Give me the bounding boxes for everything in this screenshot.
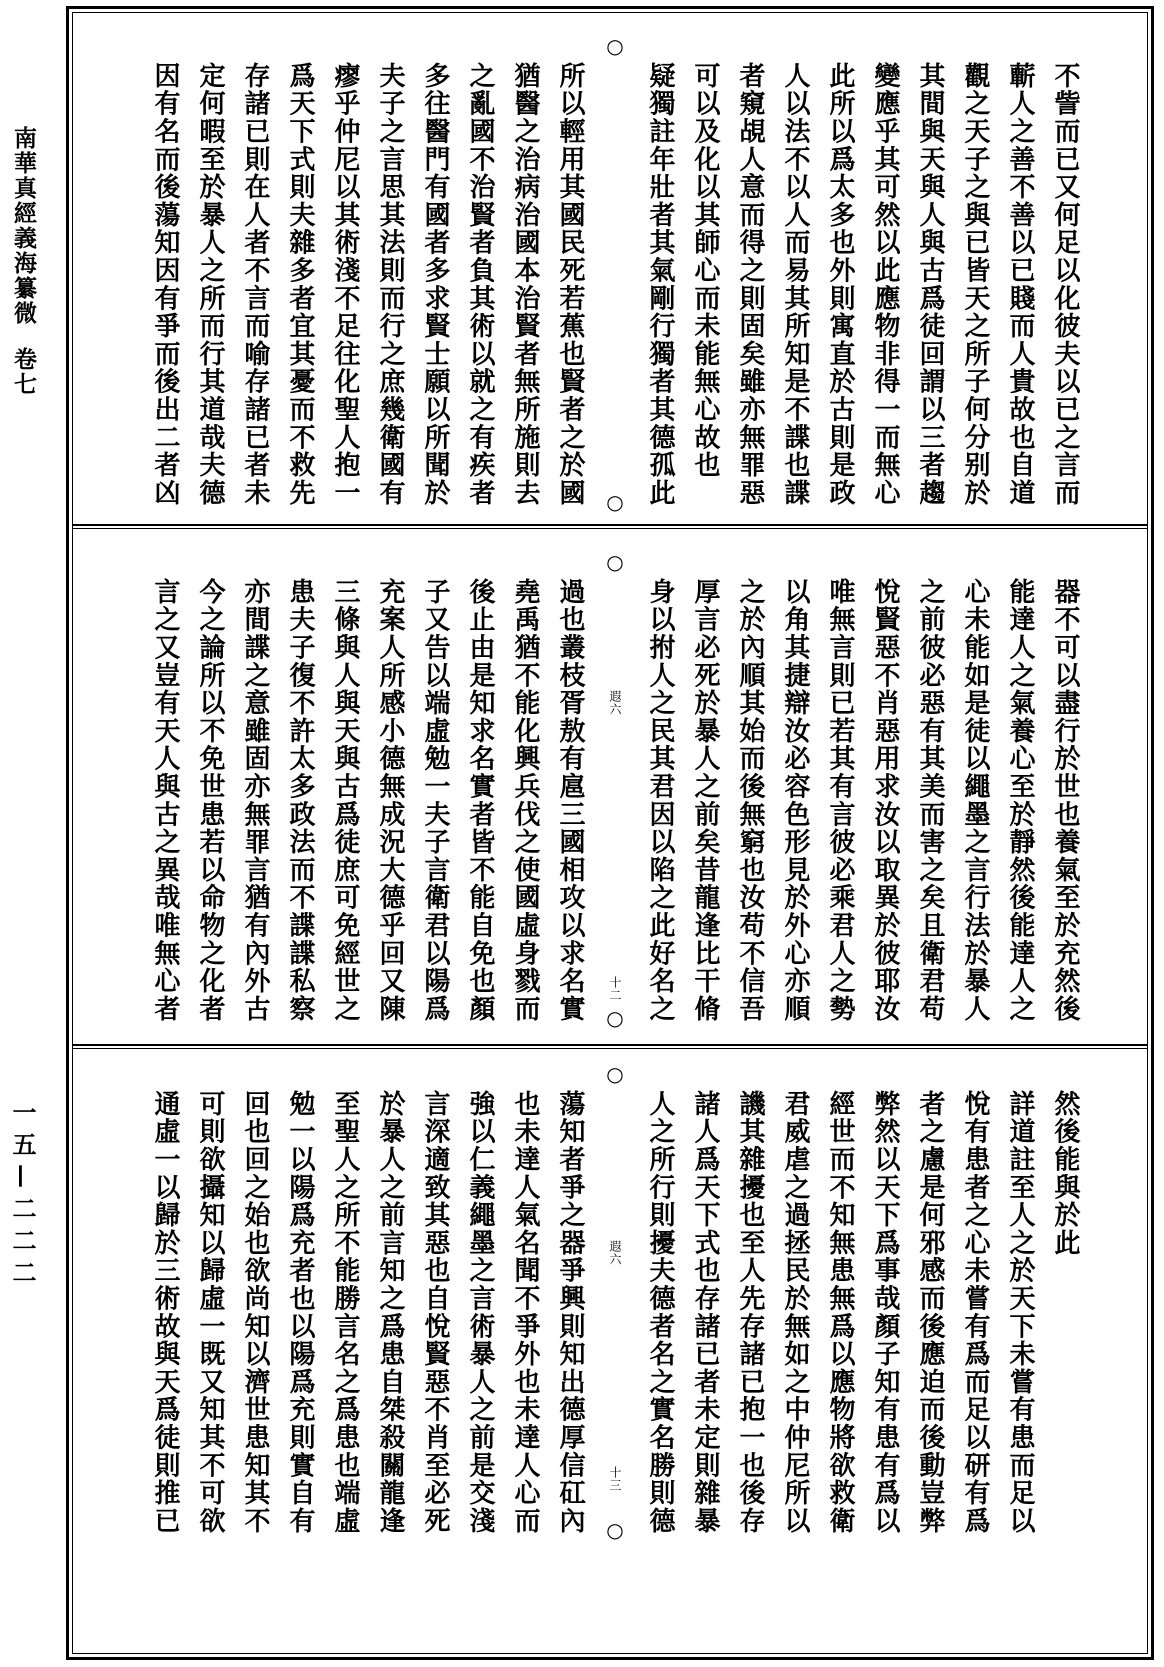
text-column: 者之慮是何邪感而後應迫而後動豈弊 [915,1090,945,1535]
text-column: 今之論所以不免世患若以命物之化者 [195,578,225,1023]
text-column: 然後能與於此 [1050,1090,1080,1257]
panel-divider [72,524,1148,529]
text-column: 爲天下式則夫雜多者宜其憂而不救先 [285,62,315,507]
book-title: 南華真經義海纂微 [10,126,37,326]
text-column: 詳道註至人之於天下未嘗有患而足以 [1005,1090,1035,1535]
text-column: 可以及化以其師心而未能無心故也 [690,62,720,479]
text-column: 後止由是知求名實者皆不能自免也顏 [465,578,495,1023]
text-column: 以角其捷辯汝必容色形見於外心亦順 [780,578,810,1023]
text-column: 人之所行則擾夫德者名之實名勝則德 [645,1090,675,1535]
text-column: 言之又豈有天人與古之異哉唯無心者 [150,578,180,1023]
text-column: 者窺覘人意而得之則固矣雖亦無罪惡 [735,62,765,507]
text-column: 之於內順其始而後無窮也汝苟不信吾 [735,578,765,1023]
text-column: 變應乎其可然以此應物非得一而無心 [870,62,900,507]
text-column: 觀之天子之與已皆天之所子何分别於 [960,62,990,507]
text-column: 唯無言則已若其有言彼必乘君人之勢 [825,578,855,1023]
text-column: 疑獨註年壯者其氣剛行獨者其德孤此 [645,62,675,507]
text-column: 能達人之氣養心至於靜然後能達人之 [1005,578,1035,1023]
text-column: 言深適致其惡也自悅賢惡不肖至必死 [420,1090,450,1535]
text-column: 悅賢惡不肖惡用求汝以取異於彼耶汝 [870,578,900,1023]
text-column: 此所以爲太多也外則寓直於古則是政 [825,62,855,507]
fold-collation-mark: 遐六 [608,690,622,716]
fold-circle-marker: ○ [606,1518,624,1542]
text-column: 譏其雜擾也至人先存諸已抱一也後存 [735,1090,765,1535]
fold-collation-mark: 遐六 [608,1240,622,1266]
fold-circle-marker: ○ [606,1062,624,1086]
text-column: 堯禹猶不能化興兵伐之使國虛身戮而 [510,578,540,1023]
text-panel-bottom [0,1062,1164,1542]
text-column: 經世而不知無患無爲以應物將欲救衛 [825,1090,855,1535]
text-column: 也未達人氣名聞不爭外也未達人心而 [510,1090,540,1535]
text-column: 三條與人與天與古爲徒庶可免經世之 [330,578,360,1023]
text-column: 人以法不以人而易其所知是不諜也諜 [780,62,810,507]
fold-circle-marker: ○ [606,550,624,574]
text-column: 存諸已則在人者不言而喻存諸已者未 [240,62,270,507]
text-column: 蘄人之善不善以已賤而人貴故也自道 [1005,62,1035,507]
text-column: 悅有患者之心未嘗有爲而足以研有爲 [960,1090,990,1535]
text-column: 猶醫之治病治國本治賢者無所施則去 [510,62,540,507]
page-number: 一五—二二二 [8,1100,37,1292]
text-column: 瘳乎仲尼以其術淺不足往化聖人抱一 [330,62,360,507]
text-column: 蕩知者爭之器爭興則知出德厚信矼內 [555,1090,585,1535]
text-column: 不訾而已又何足以化彼夫以已之言而 [1050,62,1080,507]
panel-divider [72,1044,1148,1049]
text-column: 因有名而後蕩知因有爭而後出二者凶 [150,62,180,507]
text-column: 君威虐之過拯民於無如之中仲尼所以 [780,1090,810,1535]
text-column: 過也叢枝胥敖有扈三國相攻以求名實 [555,578,585,1023]
volume-label: 卷七 [10,347,37,397]
text-column: 於暴人之前言知之爲患自桀殺關龍逢 [375,1090,405,1535]
text-column: 夫子之言思其法則而行之庶幾衛國有 [375,62,405,507]
text-column: 所以輕用其國民死若蕉也賢者之於國 [555,62,585,507]
text-column: 定何暇至於暴人之所而行其道哉夫德 [195,62,225,507]
text-column: 其間與天與人與古爲徒回謂以三者趨 [915,62,945,507]
text-panel-middle [0,550,1164,1030]
fold-circle-marker: ○ [606,490,624,514]
text-column: 回也回之始也欲尚知以濟世患知其不 [240,1090,270,1535]
text-column: 可則欲攝知以歸虛一既又知其不可欲 [195,1090,225,1535]
text-column: 心未能如是徒以繩墨之言行法於暴人 [960,578,990,1023]
text-column: 充案人所感小德無成況大德乎回又陳 [375,578,405,1023]
text-column: 至聖人之所不能勝言名之爲患也端虛 [330,1090,360,1535]
text-column: 身以拊人之民其君因以陷之此好名之 [645,578,675,1023]
text-column: 通虛一以歸於三術故與天爲徒則推已 [150,1090,180,1535]
fold-leaf-number: 十二 [608,976,622,1002]
text-column: 厚言必死於暴人之前矣昔龍逢比干脩 [690,578,720,1023]
text-column: 之前彼必惡有其美而害之矣且衛君苟 [915,578,945,1023]
text-column: 子又告以端虛勉一夫子言衛君以陽爲 [420,578,450,1023]
text-column: 弊然以天下爲事哉顏子知有患有爲以 [870,1090,900,1535]
text-panel-top [0,34,1164,514]
fold-circle-marker: ○ [606,34,624,58]
text-column: 患夫子復不許太多政法而不諜諜私察 [285,578,315,1023]
text-column: 多往醫門有國者多求賢士願以所聞於 [420,62,450,507]
text-column: 之亂國不治賢者負其術以就之有疾者 [465,62,495,507]
fold-circle-marker: ○ [606,1006,624,1030]
fold-leaf-number: 十三 [608,1466,622,1492]
text-column: 器不可以盡行於世也養氣至於充然後 [1050,578,1080,1023]
text-column: 亦間諜之意雖固亦無罪言猶有內外古 [240,578,270,1023]
text-column: 強以仁義繩墨之言術暴人之前是交淺 [465,1090,495,1535]
text-column: 諸人爲天下式也存諸已者未定則雜暴 [690,1090,720,1535]
text-column: 勉一以陽爲充者也以陽爲充則實自有 [285,1090,315,1535]
